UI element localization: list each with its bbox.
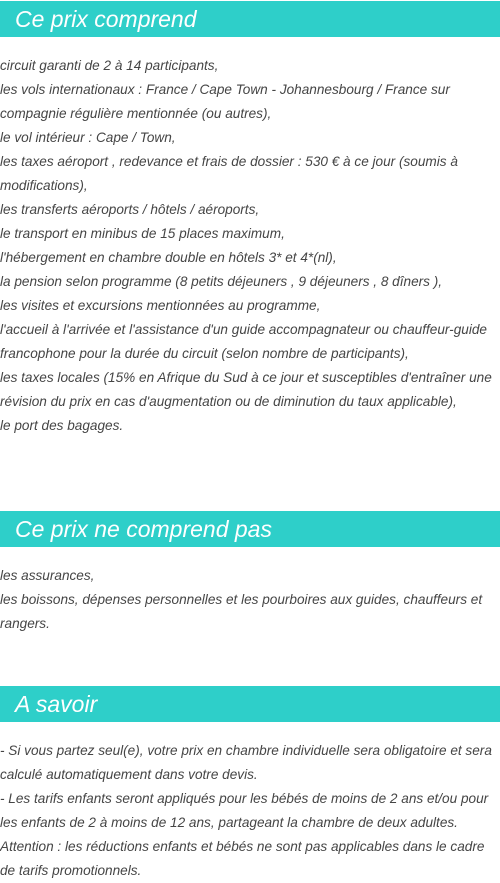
section-title: Ce prix comprend	[15, 6, 197, 32]
list-item: le port des bagages.	[0, 418, 124, 433]
section-title: Ce prix ne comprend pas	[15, 516, 272, 542]
good-to-know-list	[0, 739, 500, 883]
list-item: - Les tarifs enfants seront appliqués pour les bébés de moins de 2 ans et/ou pour les enfants de 2 à moins de 12 ans, partageant la chambre de deux adultes.	[0, 791, 489, 830]
not-included-list	[0, 564, 500, 636]
list-item: le transport en minibus de 15 places maximum,	[0, 226, 285, 241]
list-item: circuit garanti de 2 à 14 participants,	[0, 58, 219, 73]
section-header-not-included	[0, 511, 500, 547]
section-header-good-to-know	[0, 686, 500, 722]
list-item: les assurances,	[0, 568, 95, 583]
section-header-included	[0, 1, 500, 37]
section-title: A savoir	[15, 691, 98, 717]
list-item: - Si vous partez seul(e), votre prix en chambre individuelle sera obligatoire et sera calculé automatiquement dans votre devis.	[0, 743, 492, 782]
list-item: le vol intérieur : Cape / Town,	[0, 130, 176, 145]
list-item: les taxes locales (15% en Afrique du Sud à ce jour et susceptibles d'entraîner une révision du prix en cas d'augmentation ou de diminution du taux applicable),	[0, 370, 492, 409]
list-item: l'hébergement en chambre double en hôtels 3* et 4*(nl),	[0, 250, 337, 265]
list-item: les taxes aéroport , redevance et frais de dossier : 530 € à ce jour (soumis à modifications),	[0, 154, 458, 193]
list-item: les boissons, dépenses personnelles et les pourboires aux guides, chauffeurs et rangers.	[0, 592, 483, 631]
list-item: Attention : les réductions enfants et bébés ne sont pas applicables dans le cadre de tarifs promotionnels.	[0, 839, 485, 878]
list-item: les visites et excursions mentionnées au programme,	[0, 298, 321, 313]
list-item: l'accueil à l'arrivée et l'assistance d'un guide accompagnateur ou chauffeur-guide francophone pour la durée du circuit (selon nombre de participants),	[0, 322, 487, 361]
list-item: la pension selon programme (8 petits déjeuners , 9 déjeuners , 8 dîners ),	[0, 274, 443, 289]
included-list	[0, 54, 500, 438]
list-item: les vols internationaux : France / Cape Town - Johannesbourg / France sur compagnie régulière mentionnée (ou autres),	[0, 82, 450, 121]
list-item: les transferts aéroports / hôtels / aéroports,	[0, 202, 260, 217]
